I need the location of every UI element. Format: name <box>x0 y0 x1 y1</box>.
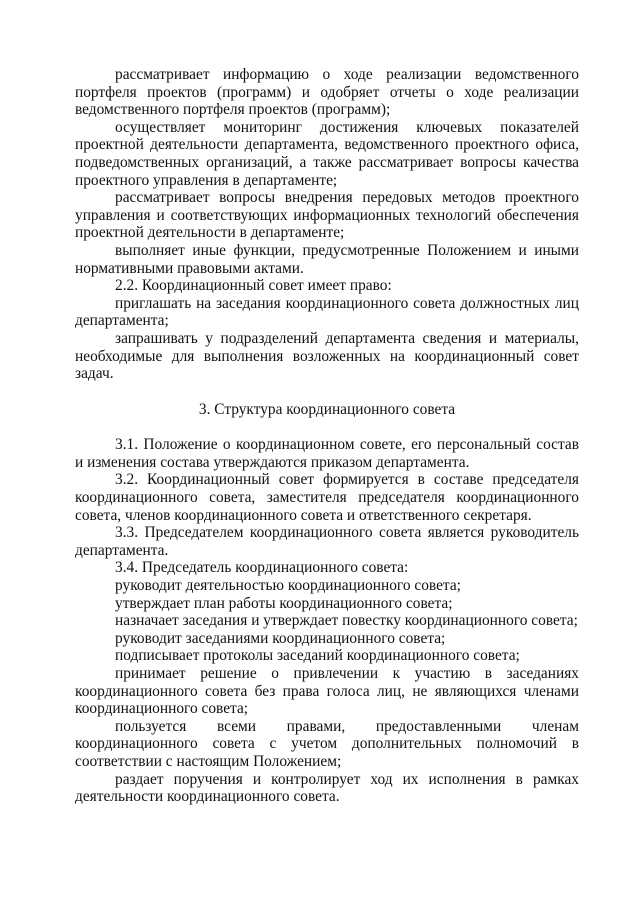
paragraph: 3.3. Председателем координационного совета является руководитель департамента. <box>75 524 579 559</box>
paragraph: 3.2. Координационный совет формируется в составе председателя координационного совета, заместителя председателя координационного совета, членов координационного совета и ответственного секретаря. <box>75 471 579 524</box>
paragraph: осуществляет мониторинг достижения ключевых показателей проектной деятельности департамента, ведомственного проектного офиса, подведомственных организаций, а также рассматривает вопросы качества проектного управления в департаменте; <box>75 118 579 189</box>
paragraph: назначает заседания и утверждает повестку координационного совета; <box>115 612 578 630</box>
paragraph: приглашать на заседания координационного совета должностных лиц департамента; <box>75 294 579 330</box>
paragraph: подписывает протоколы заседаний координационного совета; <box>115 647 520 665</box>
paragraph: принимает решение о привлечении к участию в заседаниях координационного совета без права голоса лиц, не являющихся членами координационного совета; <box>75 665 579 718</box>
paragraph: утверждает план работы координационного совета; <box>115 594 453 612</box>
top-paragraphs <box>75 66 579 383</box>
paragraph: выполняет иные функции, предусмотренные Положением и иными нормативными правовыми актами. <box>75 241 579 277</box>
paragraph: руководит деятельностью координационного совета; <box>115 577 461 595</box>
paragraph: 3.1. Положение о координационном совете, его персональный состав и изменения состава утверждаются приказом департамента. <box>75 436 579 471</box>
paragraph: раздает поручения и контролирует ход их исполнения в рамках деятельности координационного совета. <box>75 770 579 806</box>
bottom-paragraphs <box>75 436 579 805</box>
paragraph: руководит заседаниями координационного совета; <box>115 629 446 647</box>
paragraph: рассматривает вопросы внедрения передовых методов проектного управления и соответствующих информационных технологий обеспечения проектной деятельности в департаменте; <box>75 189 579 242</box>
section-heading: 3. Структура координационного совета <box>198 400 456 418</box>
document-page <box>75 66 579 806</box>
paragraph: рассматривает информацию о ходе реализации ведомственного портфеля проектов (программ) и одобряет отчеты о ходе реализации ведомственного портфеля проектов (программ); <box>75 66 579 119</box>
paragraph: пользуется всеми правами, предоставленными членам координационного совета с учетом дополнительных полномочий в соответствии с настоящим Положением; <box>75 717 579 770</box>
paragraph: 3.4. Председатель координационного совета: <box>115 559 409 577</box>
paragraph: 2.2. Координационный совет имеет право: <box>115 277 392 295</box>
paragraph: запрашивать у подразделений департамента сведения и материалы, необходимые для выполнения возложенных на координационный совет задач. <box>75 329 579 383</box>
